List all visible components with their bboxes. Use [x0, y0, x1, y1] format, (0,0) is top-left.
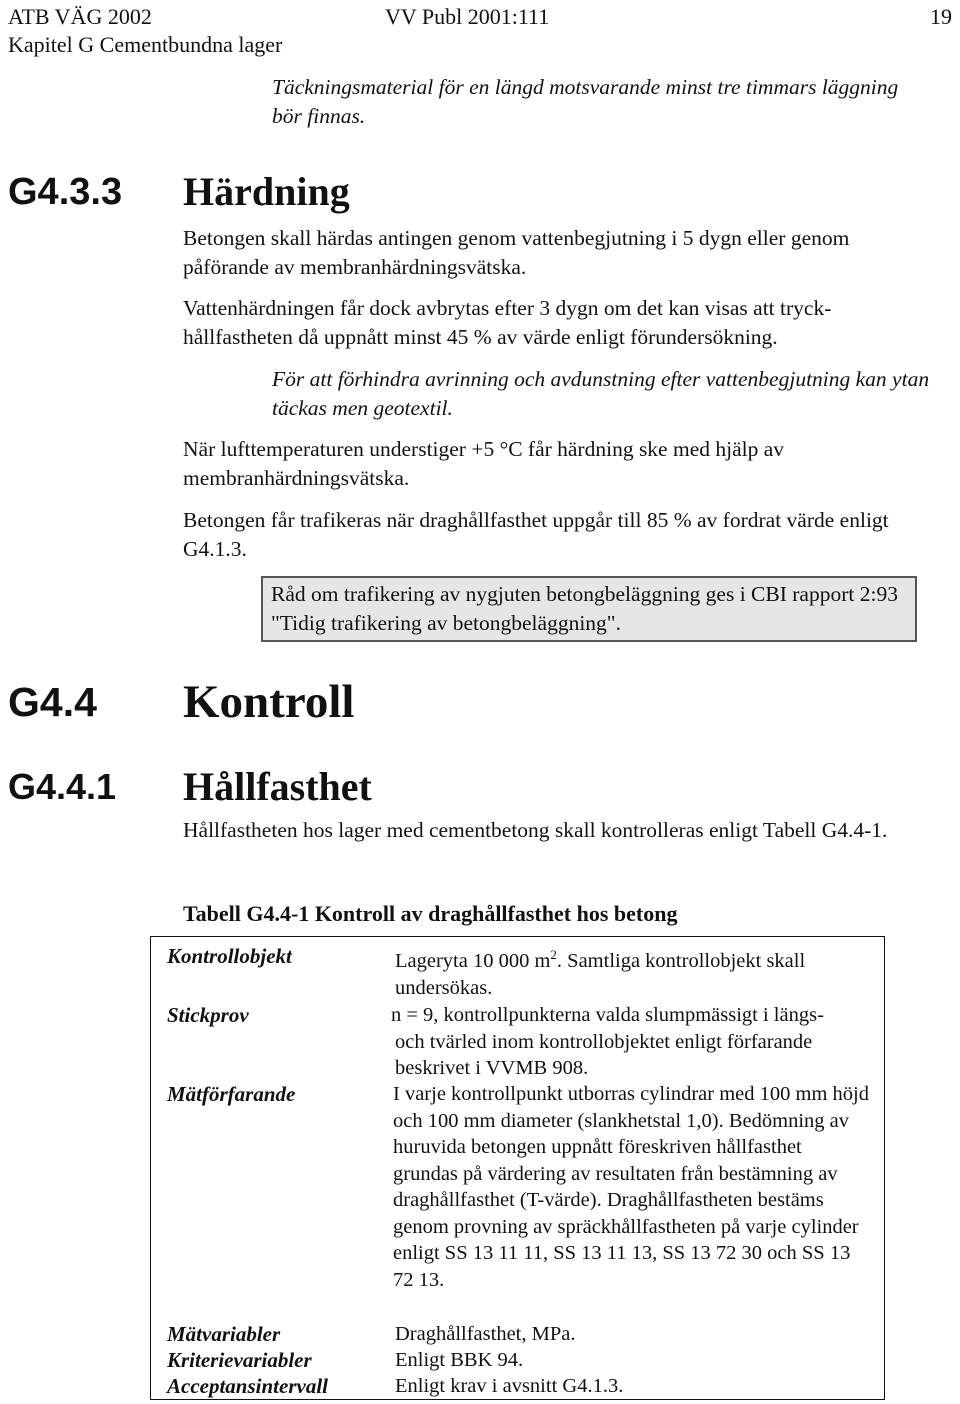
- row-value-kontrollobjekt: Lageryta 10 000 $m^2$. Samtliga kontrollobjekt skall undersökas.: [395, 947, 806, 999]
- row-label-matforfarande: Mätförfarande: [167, 1082, 296, 1106]
- intro-note: Täckningsmaterial för en längd motsvarande minst tre timmars läggning bör finnas.: [272, 75, 899, 128]
- paragraph-water-curing: Vattenhärdningen får dock avbrytas efter 3 dygn om det kan visas att tryck-hållfastheten då uppnått minst 45 % av värde enligt förundersökning.: [183, 296, 832, 349]
- row-value-stickprov: n = 9, kontrollpunkterna valda slumpmässigt i längs- och tvärled inom kontrollobjektet enligt förfarande beskrivet i VVMB 908.: [391, 1004, 824, 1079]
- row-value-matvariabler: Draghållfasthet, MPa.: [395, 1323, 576, 1345]
- section-number-g4-4-1: G4.4.1: [8, 766, 117, 807]
- row-label-kriterievariabler: Kriterievariabler: [167, 1348, 312, 1372]
- row-label-acceptansintervall: Acceptansintervall: [167, 1374, 328, 1398]
- section-number-g4-3-3: G4.3.3: [8, 171, 123, 213]
- note-geotextile: För att förhindra avrinning och avdunstning efter vattenbegjutning kan ytan täckas men geotextil.: [272, 367, 930, 420]
- section-number-g4-4: G4.4: [8, 679, 97, 725]
- row-label-matvariabler: Mätvariabler: [167, 1322, 281, 1346]
- header-chapter: Kapitel G Cementbundna lager: [8, 32, 283, 57]
- section-title-hardning: Härdning: [183, 169, 350, 214]
- page-number: 19: [930, 4, 952, 29]
- paragraph-strength-control: Hållfastheten hos lager med cementbetong skall kontrolleras enligt Tabell G4.4-1.: [183, 818, 888, 842]
- header-publication-number: VV Publ 2001:111: [385, 4, 550, 29]
- table-title: Tabell G4.4-1 Kontroll av draghållfasthet hos betong: [183, 901, 678, 926]
- advice-text: Råd om trafikering av nygjuten betongbeläggning ges i CBI rapport 2:93 "Tidig trafikering av betongbeläggning".: [271, 582, 898, 635]
- row-value-matforfarande: I varje kontrollpunkt utborras cylindrar med 100 mm höjd och 100 mm diameter (slankhetstal 1,0). Bedömning av huruvida betongen uppnått föreskriven hållfasthet grundas på värdering av resultaten från bestämning av draghållfasthet (T-värde). Draghållfastheten bestäms genom provning av spräckhållfastheten på varje cylinder enligt SS 13 11 11, SS 13 11 13, SS 13 72 30 och SS 13 72 13.: [393, 1083, 869, 1291]
- paragraph-traffic: Betongen får trafikeras när draghållfasthet uppgår till 85 % av fordrat värde enligt G4.1.3.: [183, 508, 889, 561]
- advice-box: [261, 576, 917, 642]
- paragraph-curing-methods: Betongen skall härdas antingen genom vattenbegjutning i 5 dygn eller genom påförande av membranhärdningsvätska.: [183, 226, 850, 279]
- section-title-hallfasthet: Hållfasthet: [183, 764, 372, 809]
- row-label-stickprov: Stickprov: [167, 1003, 249, 1027]
- paragraph-air-temperature: När lufttemperaturen understiger +5 °C får härdning ske med hjälp av membranhärdningsvätska.: [183, 437, 785, 490]
- section-title-kontroll: Kontroll: [183, 676, 355, 728]
- row-value-acceptansintervall: Enligt krav i avsnitt G4.1.3.: [395, 1375, 624, 1397]
- row-value-kriterievariabler: Enligt BBK 94.: [395, 1349, 524, 1371]
- header-publication: ATB VÄG 2002: [8, 4, 152, 29]
- row-label-kontrollobjekt: Kontrollobjekt: [167, 944, 292, 968]
